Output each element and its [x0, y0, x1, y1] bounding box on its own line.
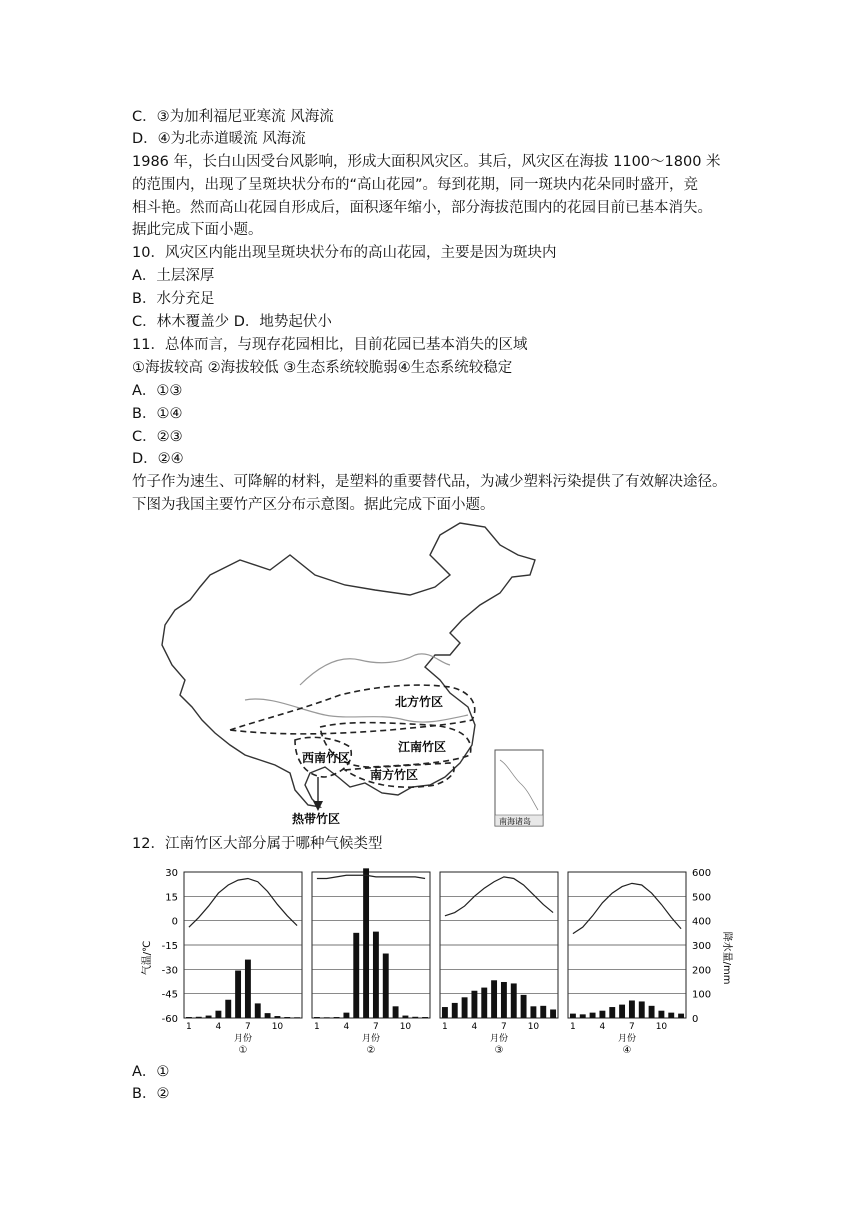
- text-line: 竹子作为速生、可降解的材料，是塑料的重要替代品，为减少塑料污染提供了有效解决途径。: [132, 474, 727, 490]
- panel-label: ④: [622, 1045, 632, 1055]
- x-tick-label: 7: [501, 1022, 507, 1032]
- precip-bar: [215, 1011, 221, 1018]
- x-axis-label: 月份: [489, 1034, 509, 1044]
- ylabel-right: 降水量/mm: [721, 931, 732, 985]
- x-axis-label: 月份: [617, 1034, 637, 1044]
- temperature-line: [573, 883, 681, 933]
- precip-bar: [294, 1017, 300, 1018]
- text-line: C．②③: [132, 429, 183, 445]
- right-tick-label: 200: [692, 965, 712, 977]
- text-line: 10．风灾区内能出现呈斑块状分布的高山花园，主要是因为斑块内: [132, 245, 557, 261]
- x-tick-label: 7: [373, 1022, 379, 1032]
- right-tick-label: 0: [692, 1014, 699, 1025]
- text-line: D．②④: [132, 451, 184, 467]
- left-tick-label: 15: [165, 892, 178, 904]
- text-line: 据此完成下面小题。: [132, 222, 263, 238]
- precip-bar: [491, 980, 497, 1018]
- precip-bar: [658, 1011, 664, 1018]
- precip-bar: [639, 1001, 645, 1018]
- option-a[interactable]: A．①: [132, 1064, 170, 1080]
- text-line: C．林木覆盖少 D．地势起伏小: [132, 314, 332, 330]
- precip-bar: [393, 1006, 399, 1018]
- label-tropical-region: 热带竹区: [292, 812, 341, 826]
- precip-bar: [462, 997, 468, 1018]
- x-axis-label: 月份: [233, 1034, 253, 1044]
- precip-bar: [678, 1014, 684, 1018]
- x-tick-label: 1: [442, 1022, 448, 1032]
- climate-panel: [184, 872, 302, 1055]
- text-line: A．土层深厚: [132, 268, 215, 284]
- precip-bar: [649, 1006, 655, 1018]
- precip-bar: [206, 1016, 212, 1018]
- x-tick-label: 4: [471, 1022, 478, 1032]
- precip-bar: [343, 1013, 349, 1018]
- left-tick-label: 30: [165, 868, 178, 879]
- precip-bar: [314, 1017, 320, 1018]
- label-north-region: 北方竹区: [395, 695, 444, 709]
- inset-label: 南海诸岛: [499, 817, 531, 826]
- precip-bar: [225, 1000, 231, 1018]
- text-line: B．水分充足: [132, 291, 215, 307]
- right-tick-label: 600: [692, 868, 712, 879]
- climate-panel: [440, 872, 558, 1055]
- precip-bar: [452, 1003, 458, 1018]
- precip-bar: [245, 960, 251, 1018]
- x-tick-label: 10: [399, 1022, 412, 1032]
- bamboo-region-map: [150, 515, 560, 830]
- x-tick-label: 4: [599, 1022, 606, 1032]
- precip-bar: [324, 1017, 330, 1018]
- ylabel-left: 气温/℃: [142, 940, 153, 976]
- precip-bar: [334, 1017, 340, 1018]
- right-tick-label: 100: [692, 989, 712, 1001]
- precip-bar: [511, 983, 517, 1018]
- precip-bar: [540, 1006, 546, 1018]
- precip-bar: [373, 932, 379, 1018]
- x-tick-label: 1: [186, 1022, 192, 1032]
- label-southwest-region: 西南竹区: [302, 751, 351, 765]
- question-12: 12．江南竹区大部分属于哪种气候类型: [132, 836, 383, 852]
- left-tick-label: 0: [171, 916, 178, 928]
- precip-bar: [629, 1000, 635, 1018]
- precip-bar: [186, 1017, 192, 1018]
- climate-panel: [312, 868, 430, 1055]
- precip-bar: [609, 1007, 615, 1018]
- precip-bar: [383, 954, 389, 1018]
- precip-bar: [599, 1011, 605, 1018]
- precip-bar: [196, 1017, 202, 1018]
- x-axis-label: 月份: [361, 1034, 381, 1044]
- text-line: A．①③: [132, 383, 183, 399]
- left-tick-label: -30: [161, 965, 178, 977]
- x-tick-label: 4: [343, 1022, 350, 1032]
- x-tick-label: 10: [655, 1022, 668, 1032]
- x-tick-label: 10: [271, 1022, 284, 1032]
- left-tick-label: -15: [161, 941, 178, 952]
- panel-label: ③: [494, 1045, 504, 1055]
- label-jiangnan-region: 江南竹区: [398, 740, 447, 754]
- text-line: 相斗艳。然而高山花园自形成后，面积逐年缩小，部分海拔范围内的花园目前已基本消失。: [132, 200, 712, 216]
- precip-bar: [284, 1017, 290, 1018]
- panel-label: ②: [366, 1045, 376, 1055]
- temperature-line: [317, 875, 425, 878]
- x-tick-label: 10: [527, 1022, 540, 1032]
- precip-bar: [353, 933, 359, 1018]
- north-bamboo-boundary: [230, 685, 475, 734]
- x-tick-label: 1: [314, 1022, 320, 1032]
- text-line: ①海拔较高 ②海拔较低 ③生态系统较脆弱④生态系统较稳定: [132, 360, 513, 376]
- precip-bar: [550, 1009, 556, 1018]
- precip-bar: [521, 995, 527, 1018]
- x-tick-label: 4: [215, 1022, 222, 1032]
- text-line: B．①④: [132, 406, 183, 422]
- left-tick-label: -60: [161, 1014, 178, 1025]
- precip-bar: [590, 1013, 596, 1018]
- precip-bar: [235, 971, 241, 1018]
- precip-bar: [481, 988, 487, 1018]
- label-south-region: 南方竹区: [370, 768, 419, 782]
- precip-bar: [422, 1017, 428, 1018]
- climate-charts: [134, 860, 734, 1055]
- right-tick-label: 400: [692, 916, 712, 928]
- text-line: 下图为我国主要竹产区分布示意图。据此完成下面小题。: [132, 497, 495, 513]
- precip-bar: [265, 1013, 271, 1018]
- precip-bar: [471, 991, 477, 1018]
- precip-bar: [442, 1007, 448, 1018]
- precip-bar: [530, 1006, 536, 1018]
- climate-panel: [568, 872, 686, 1055]
- precip-bar: [402, 1016, 408, 1018]
- right-tick-label: 300: [692, 941, 712, 952]
- text-line: C．③为加利福尼亚寒流 风海流: [132, 109, 334, 125]
- inset-coast: [500, 760, 538, 810]
- precip-bar: [274, 1016, 280, 1018]
- precip-bar: [570, 1014, 576, 1018]
- right-tick-label: 500: [692, 892, 712, 904]
- precip-bar: [363, 868, 369, 1018]
- precip-bar: [668, 1013, 674, 1018]
- text-line: 1986 年，长白山因受台风影响，形成大面积风灾区。其后，风灾区在海拔 1100～1800 米: [132, 154, 721, 170]
- text-line: 的范围内，出现了呈斑块状分布的“高山花园”。每到花期，同一斑块内花朵同时盛开，竞: [132, 177, 699, 193]
- x-tick-label: 1: [570, 1022, 576, 1032]
- precip-bar: [580, 1014, 586, 1018]
- panel-label: ①: [238, 1045, 248, 1055]
- x-tick-label: 7: [629, 1022, 635, 1032]
- x-tick-label: 7: [245, 1022, 251, 1032]
- text-line: D．④为北赤道暖流 风海流: [132, 131, 306, 147]
- temperature-line: [189, 878, 297, 927]
- text-line: 11．总体而言，与现存花园相比，目前花园已基本消失的区域: [132, 337, 528, 353]
- precip-bar: [412, 1017, 418, 1018]
- precip-bar: [501, 982, 507, 1018]
- precip-bar: [255, 1003, 261, 1018]
- left-tick-label: -45: [161, 989, 178, 1001]
- option-b[interactable]: B．②: [132, 1086, 170, 1102]
- precip-bar: [619, 1005, 625, 1018]
